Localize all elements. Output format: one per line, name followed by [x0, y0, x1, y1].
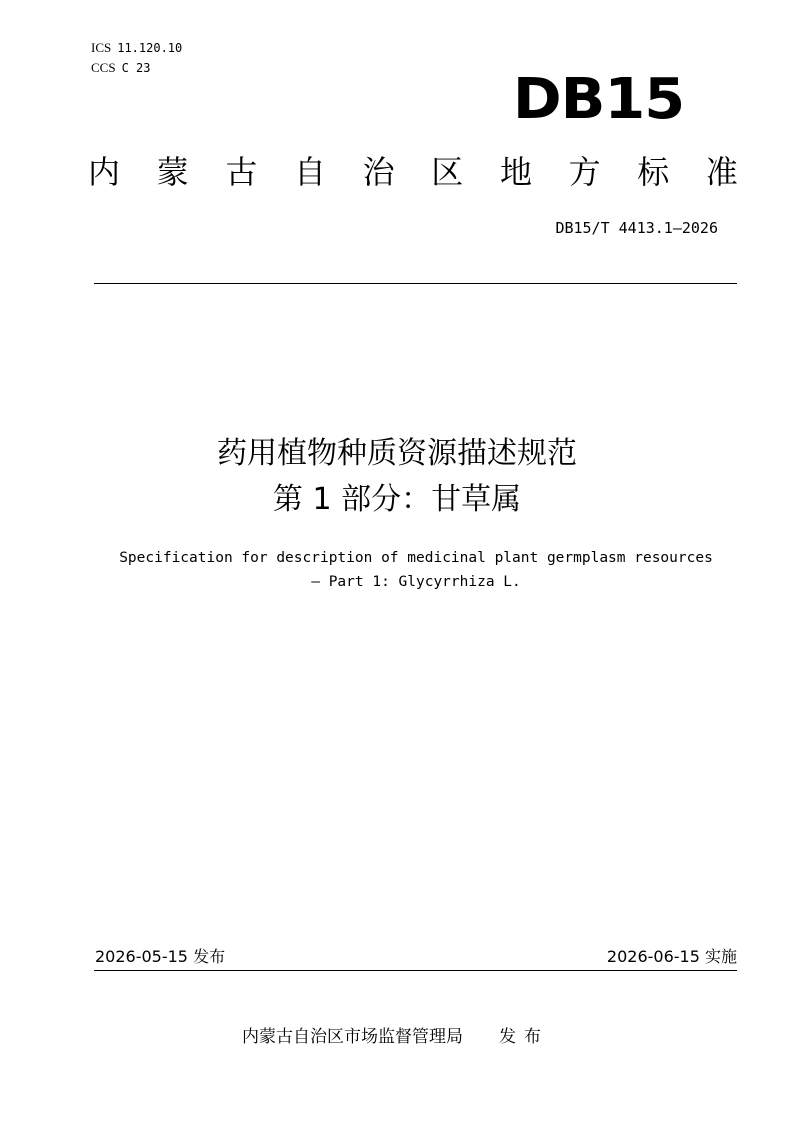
ccs-line [91, 58, 182, 78]
title-cn-line2: 第 1 部分：甘草属 [272, 482, 522, 517]
standard-type-char: 准 [705, 153, 738, 191]
standard-type-char: 自 [293, 153, 326, 191]
ccs-code: C 23 [121, 61, 151, 75]
title-en-line2: – Part 1: Glycyrrhiza L. [311, 574, 521, 590]
bottom-divider [94, 970, 737, 971]
release-date: 2026-05-15 发布 [95, 947, 226, 966]
classification-codes [91, 38, 182, 78]
top-divider [94, 283, 737, 284]
standard-type-char: 方 [568, 153, 601, 191]
document-number: DB15/T 4413.1—2026 [555, 219, 718, 237]
standard-type-char: 区 [431, 153, 464, 191]
ics-line [91, 38, 182, 58]
publisher-name: 内蒙古自治区市场监督管理局 [242, 1027, 463, 1047]
ccs-label: CCS [91, 60, 116, 75]
standard-type-char: 地 [499, 153, 532, 191]
standard-type-char: 标 [637, 153, 670, 191]
ics-label: ICS [91, 40, 112, 55]
db15-logo: DB15 [512, 67, 684, 132]
publisher-action: 发布 [499, 1027, 549, 1047]
standard-type-char: 内 [88, 153, 121, 191]
implementation-date: 2026-06-15 实施 [606, 947, 737, 966]
standard-type-char: 古 [225, 153, 258, 191]
publisher [242, 1025, 549, 1049]
standard-type-title [88, 150, 738, 194]
standard-type-char: 蒙 [156, 153, 189, 191]
ics-code: 11.120.10 [117, 41, 183, 55]
title-en-line1: Specification for description of medicinal plant germplasm resources [119, 550, 713, 566]
standard-type-char: 治 [362, 153, 395, 191]
title-cn-line1: 药用植物种质资源描述规范 [217, 436, 577, 471]
